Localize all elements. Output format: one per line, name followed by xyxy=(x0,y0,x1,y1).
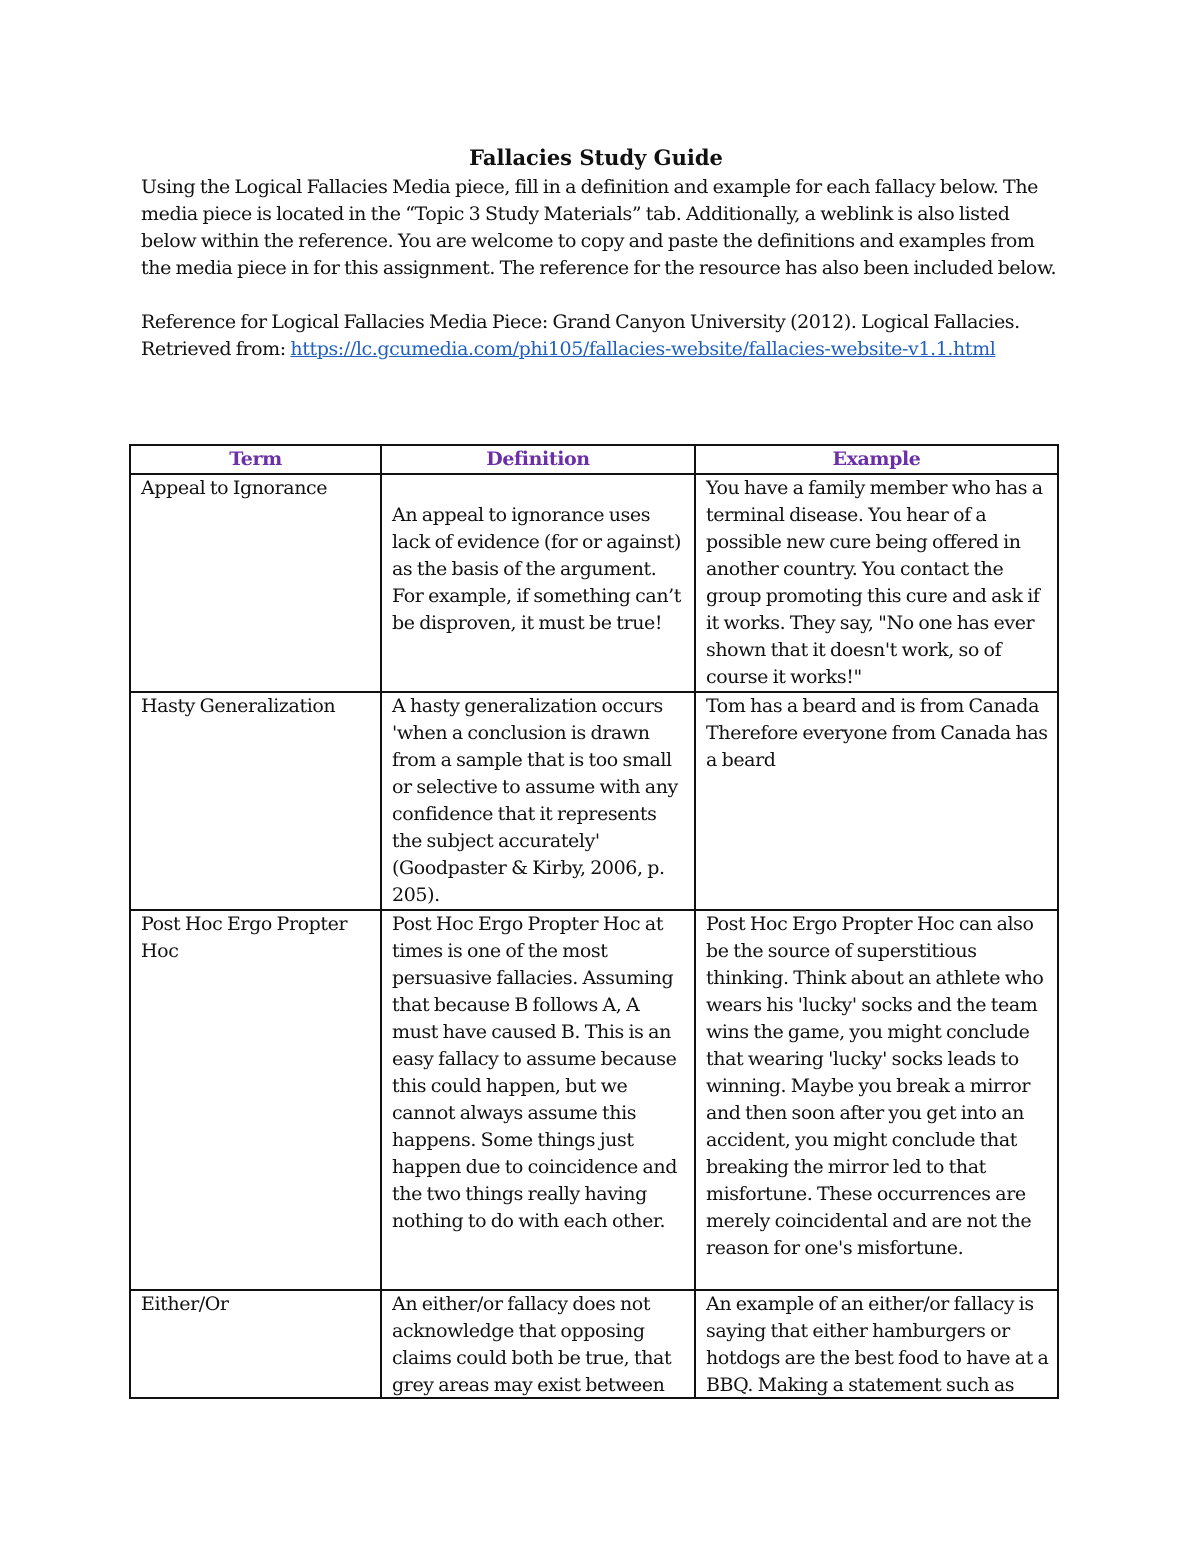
reference-paragraph xyxy=(141,309,1061,363)
term-cell: Post Hoc Ergo Propter Hoc xyxy=(130,910,381,1290)
document-body xyxy=(141,142,1061,363)
table-row xyxy=(130,910,1058,1290)
example-cell: Post Hoc Ergo Propter Hoc can also be the source of superstitious thinking. Think about an athlete who wears his 'lucky' socks and the team wins the game, you might conclude that wearing 'lucky' socks leads to winning. Maybe you break a mirror and then soon after you get into an accident, you might conclude that breaking the mirror led to that misfortune. These occurrences are merely coincidental and are not the reason for one's misfortune. xyxy=(695,910,1058,1290)
term-cell: Appeal to Ignorance xyxy=(130,474,381,692)
table-header-row xyxy=(130,445,1058,474)
example-cell: You have a family member who has a terminal disease. You hear of a possible new cure being offered in another country. You contact the group promoting this cure and ask if it works. They say, "No one has ever shown that it doesn't work, so of course it works!" xyxy=(695,474,1058,692)
definition-cell: An appeal to ignorance uses lack of evidence (for or against) as the basis of the argument. For example, if something can’t be disproven, it must be true! xyxy=(381,474,695,692)
table-row xyxy=(130,1290,1058,1398)
table-row xyxy=(130,474,1058,692)
page-title: Fallacies Study Guide xyxy=(469,145,723,170)
column-header-term: Term xyxy=(130,445,381,474)
paragraph-spacer xyxy=(141,282,1061,309)
table-row xyxy=(130,692,1058,910)
reference-text: Reference for Logical Fallacies Media Piece: Grand Canyon University (2012). Logical Fallacies. Retrieved from: xyxy=(141,311,1020,360)
definition-cell xyxy=(381,1290,695,1398)
fallacies-table xyxy=(129,444,1059,1399)
intro-paragraph: Using the Logical Fallacies Media piece, fill in a definition and example for each fallacy below. The media piece is located in the “Topic 3 Study Materials” tab. Additionally, a weblink is also listed below within the reference. You are welcome to copy and paste the definitions and examples from the media piece in for this assignment. The reference for the resource has also been included below. xyxy=(141,176,1057,279)
term-cell xyxy=(130,1290,381,1398)
example-cell xyxy=(695,1290,1058,1398)
definition-cell: Post Hoc Ergo Propter Hoc at times is one of the most persuasive fallacies. Assuming that because B follows A, A must have caused B. This is an easy fallacy to assume because this could happen, but we cannot always assume this happens. Some things just happen due to coincidence and the two things really having nothing to do with each other. xyxy=(381,910,695,1290)
reference-link[interactable]: https://lc.gcumedia.com/phi105/fallacies-website/fallacies-website-v1.1.html xyxy=(290,338,996,360)
term-cell: Hasty Generalization xyxy=(130,692,381,910)
column-header-definition: Definition xyxy=(381,445,695,474)
term-text: Either/Or xyxy=(141,1293,229,1315)
example-text: An example of an either/or fallacy is saying that either hamburgers or hotdogs are the best food to have at a BBQ. Making a statement such as xyxy=(706,1293,1049,1396)
example-cell: Tom has a beard and is from Canada Therefore everyone from Canada has a beard xyxy=(695,692,1058,910)
column-header-example: Example xyxy=(695,445,1058,474)
definition-cell: A hasty generalization occurs 'when a conclusion is drawn from a sample that is too small or selective to assume with any confidence that it represents the subject accurately' (Goodpaster & Kirby, 2006, p. 205). xyxy=(381,692,695,910)
definition-text: An either/or fallacy does not acknowledge that opposing claims could both be true, that grey areas may exist between xyxy=(392,1293,672,1396)
